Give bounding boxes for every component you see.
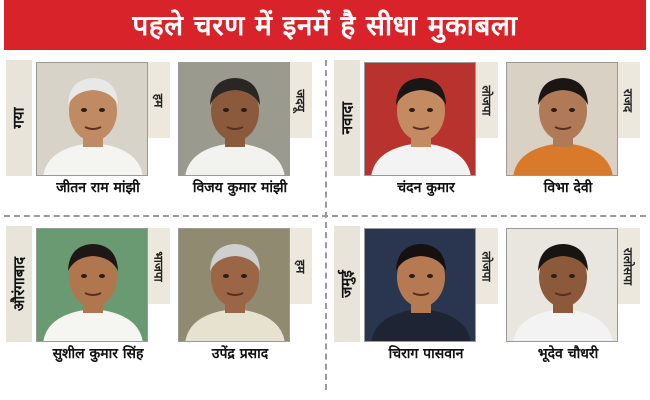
portrait-image xyxy=(365,63,476,176)
portrait-image xyxy=(507,229,618,342)
candidate-name: सुशील कुमार सिंह xyxy=(52,346,144,362)
vertical-divider xyxy=(325,60,327,390)
candidate-photo xyxy=(506,62,618,176)
left-eye xyxy=(409,274,415,278)
portrait-image xyxy=(365,229,476,342)
candidate-photo xyxy=(364,228,476,342)
party-tag xyxy=(290,228,312,304)
right-eye xyxy=(569,108,575,112)
candidate-photo xyxy=(36,62,148,176)
candidate-photo xyxy=(506,228,618,342)
left-eye xyxy=(551,274,557,278)
portrait-image xyxy=(179,229,290,342)
candidate-photo xyxy=(178,228,290,342)
candidate-name: उपेंद्र प्रसाद xyxy=(211,346,269,362)
right-eye xyxy=(99,108,105,112)
party-tag xyxy=(476,62,498,138)
district-name: नवादा xyxy=(338,101,356,135)
party-name: हम xyxy=(151,93,166,107)
party-tag xyxy=(618,228,640,304)
portrait-image xyxy=(179,63,290,176)
candidate-photo xyxy=(36,228,148,342)
candidate-name: भूदेव चौधरी xyxy=(537,346,599,362)
headline-text: पहले चरण में इनमें है सीधा मुकाबला xyxy=(132,9,518,42)
district-name: जमुई xyxy=(338,270,356,298)
district-label xyxy=(6,60,32,176)
left-eye xyxy=(551,108,557,112)
left-eye xyxy=(223,274,229,278)
party-name: जदयू xyxy=(293,88,308,112)
district-label xyxy=(334,226,360,342)
candidate-name: चिराग पासवान xyxy=(388,346,464,362)
headline-banner xyxy=(4,0,646,50)
party-name: रालोसपा xyxy=(621,247,636,285)
panel-aurangabad xyxy=(6,226,322,392)
party-name: भाजपा xyxy=(151,250,166,282)
party-tag xyxy=(290,62,312,138)
panel-gaya xyxy=(6,60,322,226)
left-eye xyxy=(223,108,229,112)
party-tag xyxy=(618,62,640,138)
right-eye xyxy=(241,274,247,278)
candidate-name: चंदन कुमार xyxy=(397,180,455,196)
party-name: लोजपा xyxy=(479,250,494,282)
right-eye xyxy=(569,274,575,278)
right-eye xyxy=(99,274,105,278)
portrait-image xyxy=(37,63,148,176)
right-eye xyxy=(427,108,433,112)
portrait-image xyxy=(37,229,148,342)
right-eye xyxy=(427,274,433,278)
party-name: राजद xyxy=(621,88,636,112)
panel-nawada xyxy=(334,60,650,226)
party-tag xyxy=(476,228,498,304)
party-tag xyxy=(148,62,170,138)
right-eye xyxy=(241,108,247,112)
district-name: औरंगाबाद xyxy=(10,256,29,312)
district-label xyxy=(334,60,360,176)
candidate-photo xyxy=(364,62,476,176)
candidate-photo xyxy=(178,62,290,176)
party-name: लोजपा xyxy=(479,84,494,116)
panel-jamui xyxy=(334,226,650,392)
portrait-image xyxy=(507,63,618,176)
district-name: गया xyxy=(10,107,28,129)
left-eye xyxy=(81,108,87,112)
left-eye xyxy=(81,274,87,278)
candidate-name: विभा देवी xyxy=(543,180,593,196)
party-name: हम xyxy=(293,259,308,273)
candidate-name: जीतन राम मांझी xyxy=(56,180,140,196)
district-label xyxy=(6,226,32,342)
party-tag xyxy=(148,228,170,304)
left-eye xyxy=(409,108,415,112)
candidate-name: विजय कुमार मांझी xyxy=(192,180,288,196)
